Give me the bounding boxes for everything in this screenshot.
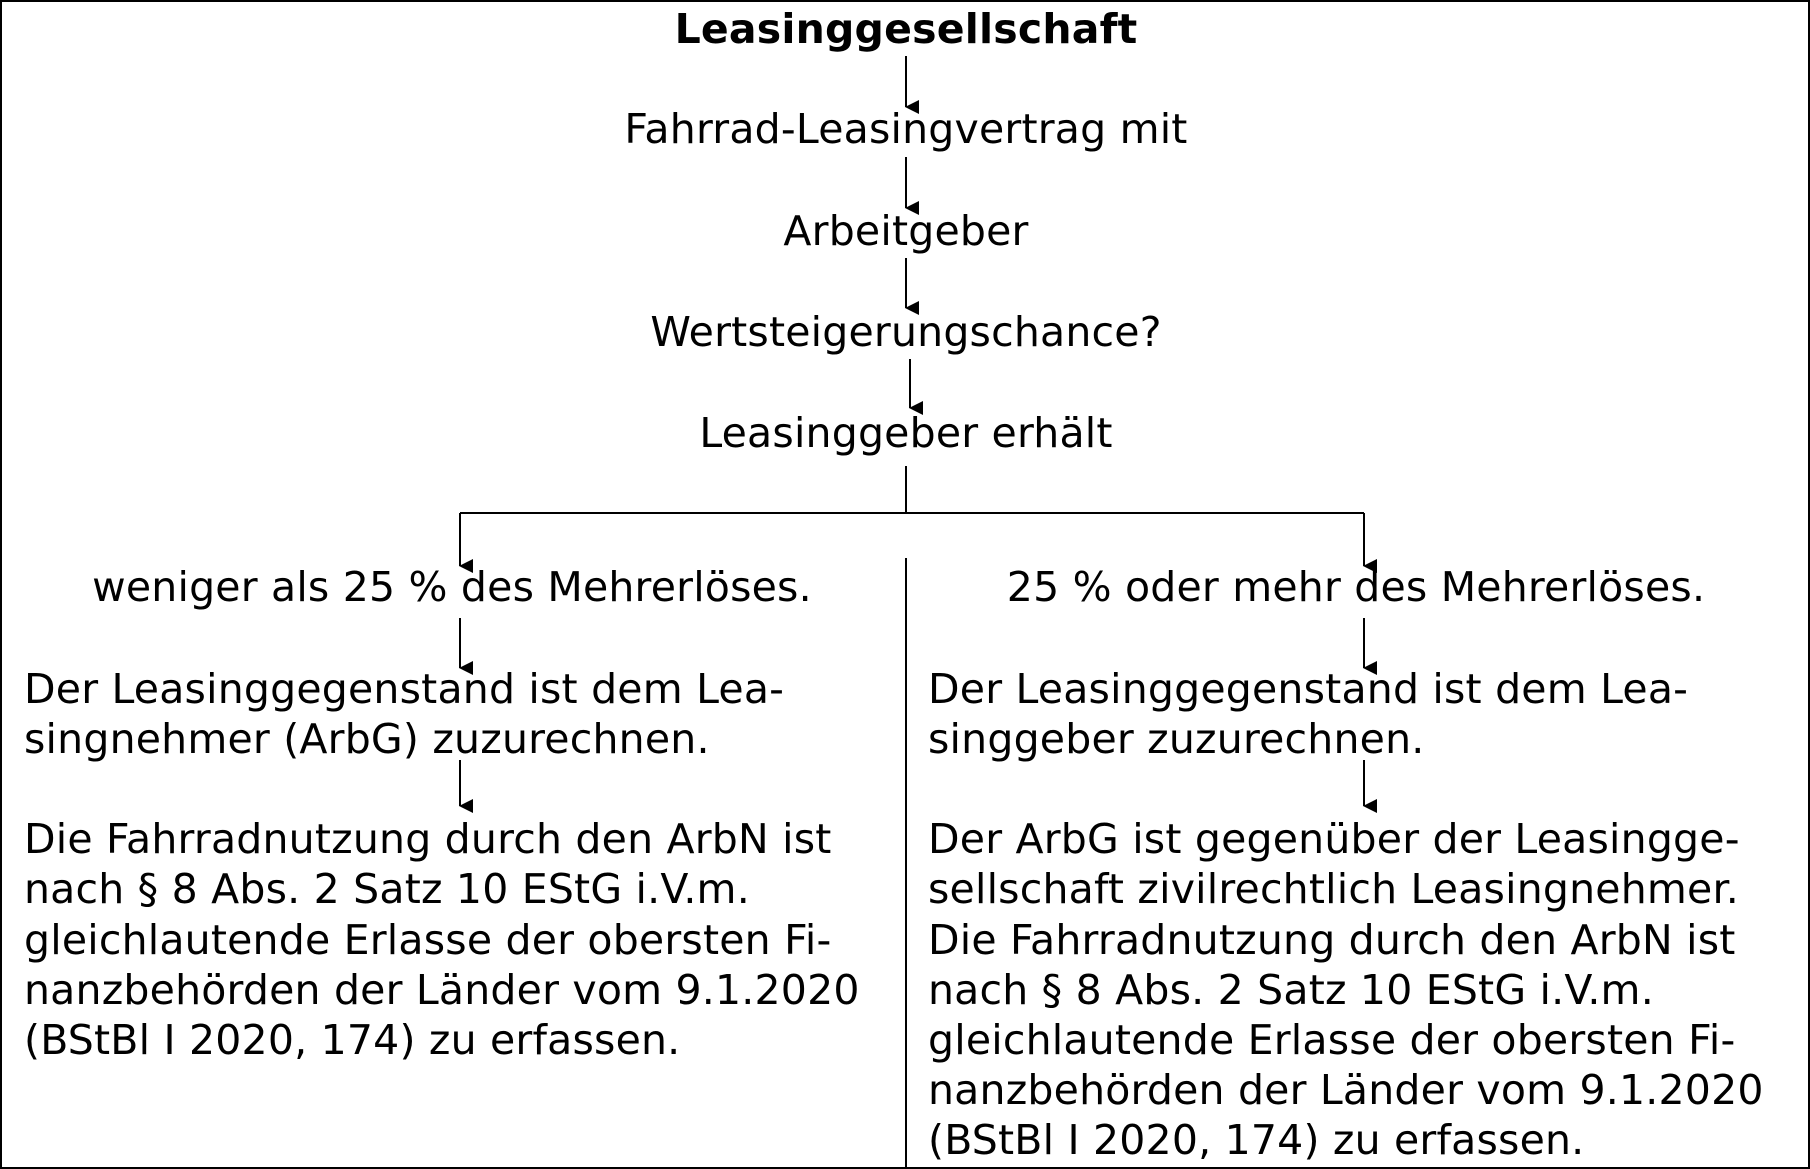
right-detail-line: (BStBl I 2020, 174) zu erfassen. [928,1116,1585,1164]
left-result-line-1: Der Leasinggegenstand ist dem Lea- [24,665,785,713]
left-detail-line: (BStBl I 2020, 174) zu erfassen. [24,1016,681,1064]
right-detail-line: sellschaft zivilrechtlich Leasingnehmer. [928,865,1740,913]
right-result-line-2: singgeber zuzurechnen. [928,715,1425,763]
right-detail-line: gleichlautende Erlasse der obersten Fi- [928,1016,1736,1064]
condition-left: weniger als 25 % des Mehrerlöses. [92,563,812,611]
step-value-increase-question: Wertsteigerungschance? [650,308,1162,356]
step-leasing-contract: Fahrrad-Leasingvertrag mit [624,105,1188,153]
condition-right: 25 % oder mehr des Mehrerlöses. [1006,563,1706,611]
right-detail-line: Die Fahrradnutzung durch den ArbN ist [928,916,1736,964]
left-detail-line: nanzbehörden der Länder vom 9.1.2020 [24,966,860,1014]
right-detail-line: nanzbehörden der Länder vom 9.1.2020 [928,1066,1764,1114]
step-employer: Arbeitgeber [783,207,1029,255]
left-detail-line: Die Fahrradnutzung durch den ArbN ist [24,815,832,863]
left-detail-line: gleichlautende Erlasse der obersten Fi- [24,916,832,964]
right-result-line-1: Der Leasinggegenstand ist dem Lea- [928,665,1689,713]
right-detail-line: Der ArbG ist gegenüber der Leasingge- [928,815,1740,863]
diagram-title: Leasinggesellschaft [674,5,1138,53]
step-lessor-receives: Leasinggeber erhält [699,409,1113,457]
left-detail-line: nach § 8 Abs. 2 Satz 10 EStG i.V.m. [24,865,750,913]
left-result-line-2: singnehmer (ArbG) zuzurechnen. [24,715,710,763]
right-detail-line: nach § 8 Abs. 2 Satz 10 EStG i.V.m. [928,966,1654,1014]
